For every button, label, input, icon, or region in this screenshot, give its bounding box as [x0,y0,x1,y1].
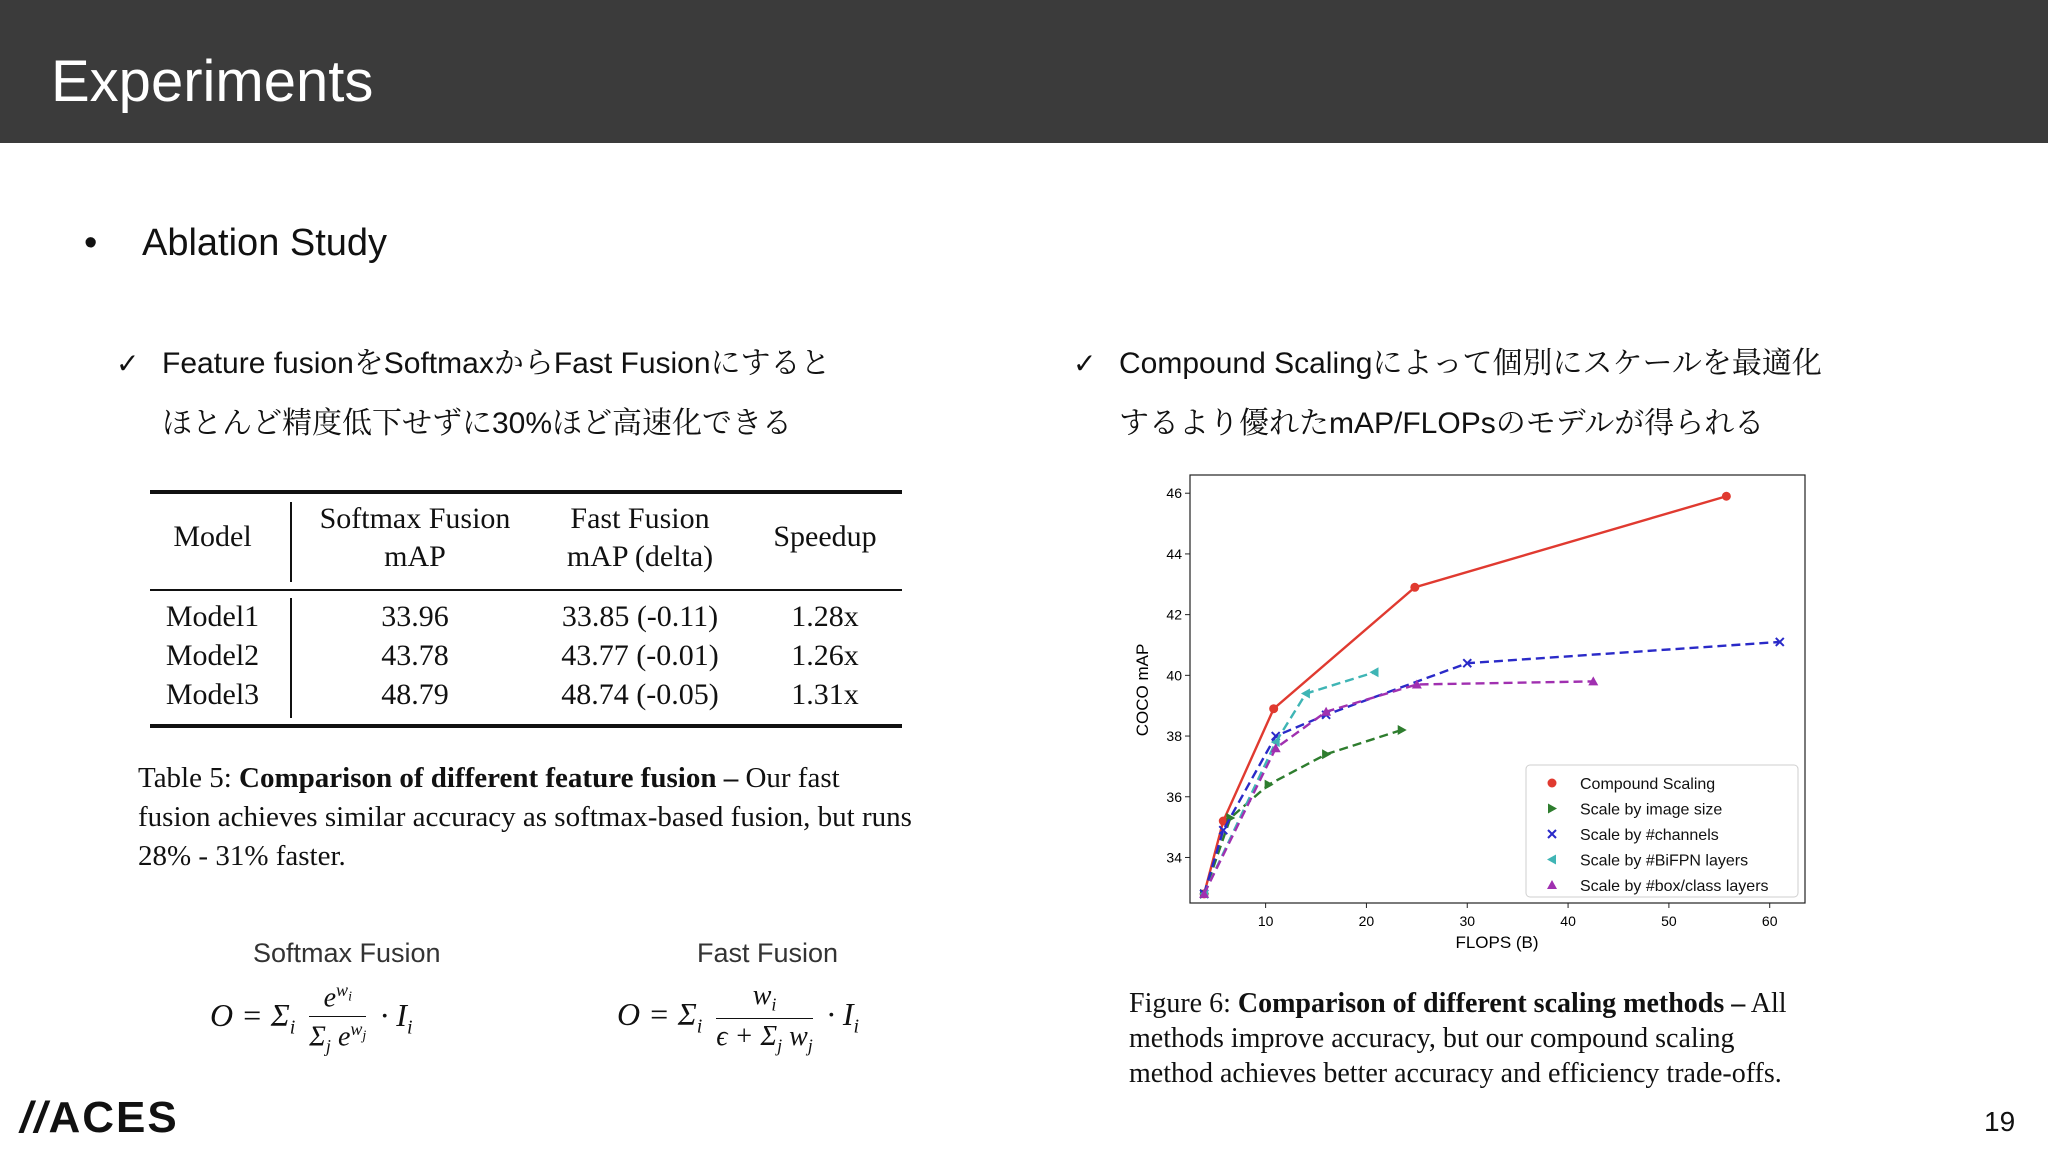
table-cell: 1.26x [791,639,859,672]
x-tick-label: 20 [1358,913,1375,929]
x-tick-label: 60 [1761,913,1778,929]
logo-slash-icon: // [20,1093,49,1142]
table-cell: Model3 [165,678,260,711]
figure-caption [1129,986,1819,1091]
fast-fusion-formula: $O = \Sigma_i$ $\frac{w_i}{\epsilon + \Sigma_j w_j}$ · $I_i$ [617,980,860,1056]
chart-y-axis-label: COCO mAP [1133,643,1152,737]
legend-label: Scale by #box/class layers [1580,878,1769,895]
left-line-1: Feature fusionをSoftmaxからFast Fusionにすると [162,347,831,380]
chart-x-ticks [1258,903,1778,929]
legend-label: Scale by image size [1580,801,1723,819]
y-tick-label: 40 [1166,667,1182,684]
figure-caption-bold: Comparison of different scaling methods – [1237,988,1746,1019]
table-header-softmax-2: mAP [384,540,446,573]
table-header-rule [150,589,902,591]
x-tick-label: 40 [1560,913,1576,929]
table-vrule-body [290,598,292,718]
chart-x-axis-label: FLOPS (B) [1455,933,1539,952]
left-check-item [116,334,956,454]
right-line-1: Compound Scalingによって個別にスケールを最適化 [1119,347,1822,380]
legend-label: Scale by #BiFPN layers [1580,852,1749,870]
title-bar [0,0,2048,143]
x-tick-label: 50 [1661,913,1677,929]
slide-title: Experiments [51,49,374,114]
table-caption-rest: Our fast fusion achieves similar accuracy as softmax-based fusion, but runs 28% - 31% faster. [138,762,912,872]
legend-marker [1548,779,1557,788]
y-tick-label: 38 [1166,728,1182,745]
figure-caption-rest: All methods improve accuracy, but our compound scaling method achieves better accuracy and efficiency trade-offs. [1129,988,1787,1089]
table-header-speedup: Speedup [773,520,877,553]
bullet-dot-icon: • [84,222,98,264]
fusion-comparison-table [150,490,902,730]
legend-label: Compound Scaling [1580,776,1716,793]
logo-text: ACES [48,1093,179,1142]
table-cell: 33.85 (-0.11) [561,600,719,633]
table-cell: 43.78 [381,639,449,672]
table-header-softmax-1: Softmax Fusion [319,502,511,535]
table-cell: 1.31x [791,678,859,711]
table-header-fast-1: Fast Fusion [570,502,710,535]
table-caption-prefix: Table 5: [138,762,232,794]
table-caption [138,759,918,876]
checkmark-icon: ✓ [116,348,140,379]
table-bottom-rule [150,724,902,728]
table-cell: Model1 [165,600,260,633]
scaling-methods-chart [1130,465,1830,965]
table-cell: 48.79 [381,678,449,711]
table-vrule-header [290,502,292,582]
data-point [1722,492,1731,501]
data-point [1410,583,1419,592]
x-tick-label: 30 [1459,913,1476,929]
softmax-fusion-label: Softmax Fusion [253,938,441,968]
table-cell: 48.74 (-0.05) [561,678,719,711]
table-top-rule [150,490,902,494]
y-tick-label: 44 [1166,545,1182,562]
table-caption-bold: Comparison of different feature fusion – [239,762,739,794]
right-line-2: するより優れたmAP/FLOPsのモデルが得られる [1119,407,1765,440]
figure-caption-prefix: Figure 6: [1129,988,1231,1019]
x-tick-label: 10 [1257,913,1274,929]
softmax-fusion-formula: $O = \Sigma_i$ $\frac{e^{w_i}}{\Sigma_j e^{w_j}}$ · $I_i$ [210,980,413,1057]
chart-y-ticks [1166,485,1190,865]
y-tick-label: 36 [1166,788,1182,805]
chart-legend [1526,765,1798,897]
table-cell: Model2 [165,639,260,672]
right-check-item [1073,334,1973,454]
table-cell: 1.28x [791,600,859,633]
table-header-fast-2: mAP (delta) [566,540,714,573]
left-line-2: ほとんど精度低下せずに30%ほど高速化できる [162,407,793,440]
aces-logo [20,1093,179,1143]
y-tick-label: 42 [1166,606,1182,623]
checkmark-icon: ✓ [1073,348,1097,379]
data-point [1269,704,1278,713]
bullet-text: Ablation Study [142,222,388,264]
table-cell: 33.96 [381,600,449,633]
table-cell: 43.77 (-0.01) [561,639,719,672]
legend-label: Scale by #channels [1580,827,1719,844]
y-tick-label: 46 [1166,485,1182,502]
table-header-model: Model [173,520,252,553]
y-tick-label: 34 [1166,849,1182,866]
fast-fusion-label: Fast Fusion [697,938,839,968]
page-number: 19 [1984,1106,2016,1137]
